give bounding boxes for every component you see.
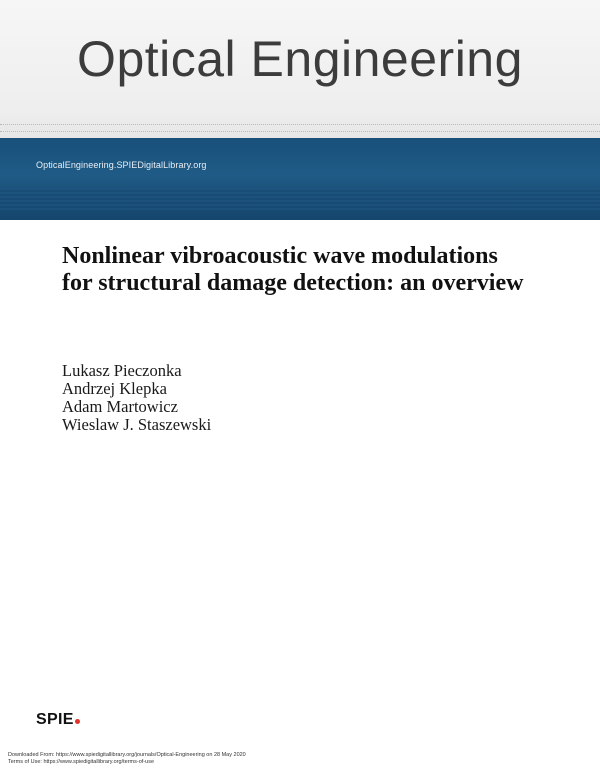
download-footer [8,752,246,766]
author-name: Lukasz Pieczonka [62,361,182,380]
banner-stripes [0,188,600,210]
author-list [62,362,211,434]
article-title: Nonlinear vibroacoustic wave modulations for structural damage detection: an overview [62,243,524,296]
spie-logo-text: SPIE [36,711,74,728]
author-name: Wieslaw J. Staszewski [62,415,212,434]
spie-logo [36,711,80,729]
divider [0,124,600,125]
journal-url[interactable]: OpticalEngineering.SPIEDigitalLibrary.org [36,160,207,170]
download-note[interactable]: Downloaded From: https://www.spiedigitallibrary.org/journals/Optical-Engineering on 28 May 2020 [8,752,246,758]
divider [0,131,600,132]
logo-dot-icon [75,719,80,724]
author-name: Adam Martowicz [62,397,178,416]
author-name: Andrzej Klepka [62,379,167,398]
journal-title: Optical Engineering [77,31,523,87]
terms-of-use[interactable]: Terms of Use: https://www.spiedigitallibrary.org/terms-of-use [8,759,154,765]
journal-masthead [0,0,600,138]
